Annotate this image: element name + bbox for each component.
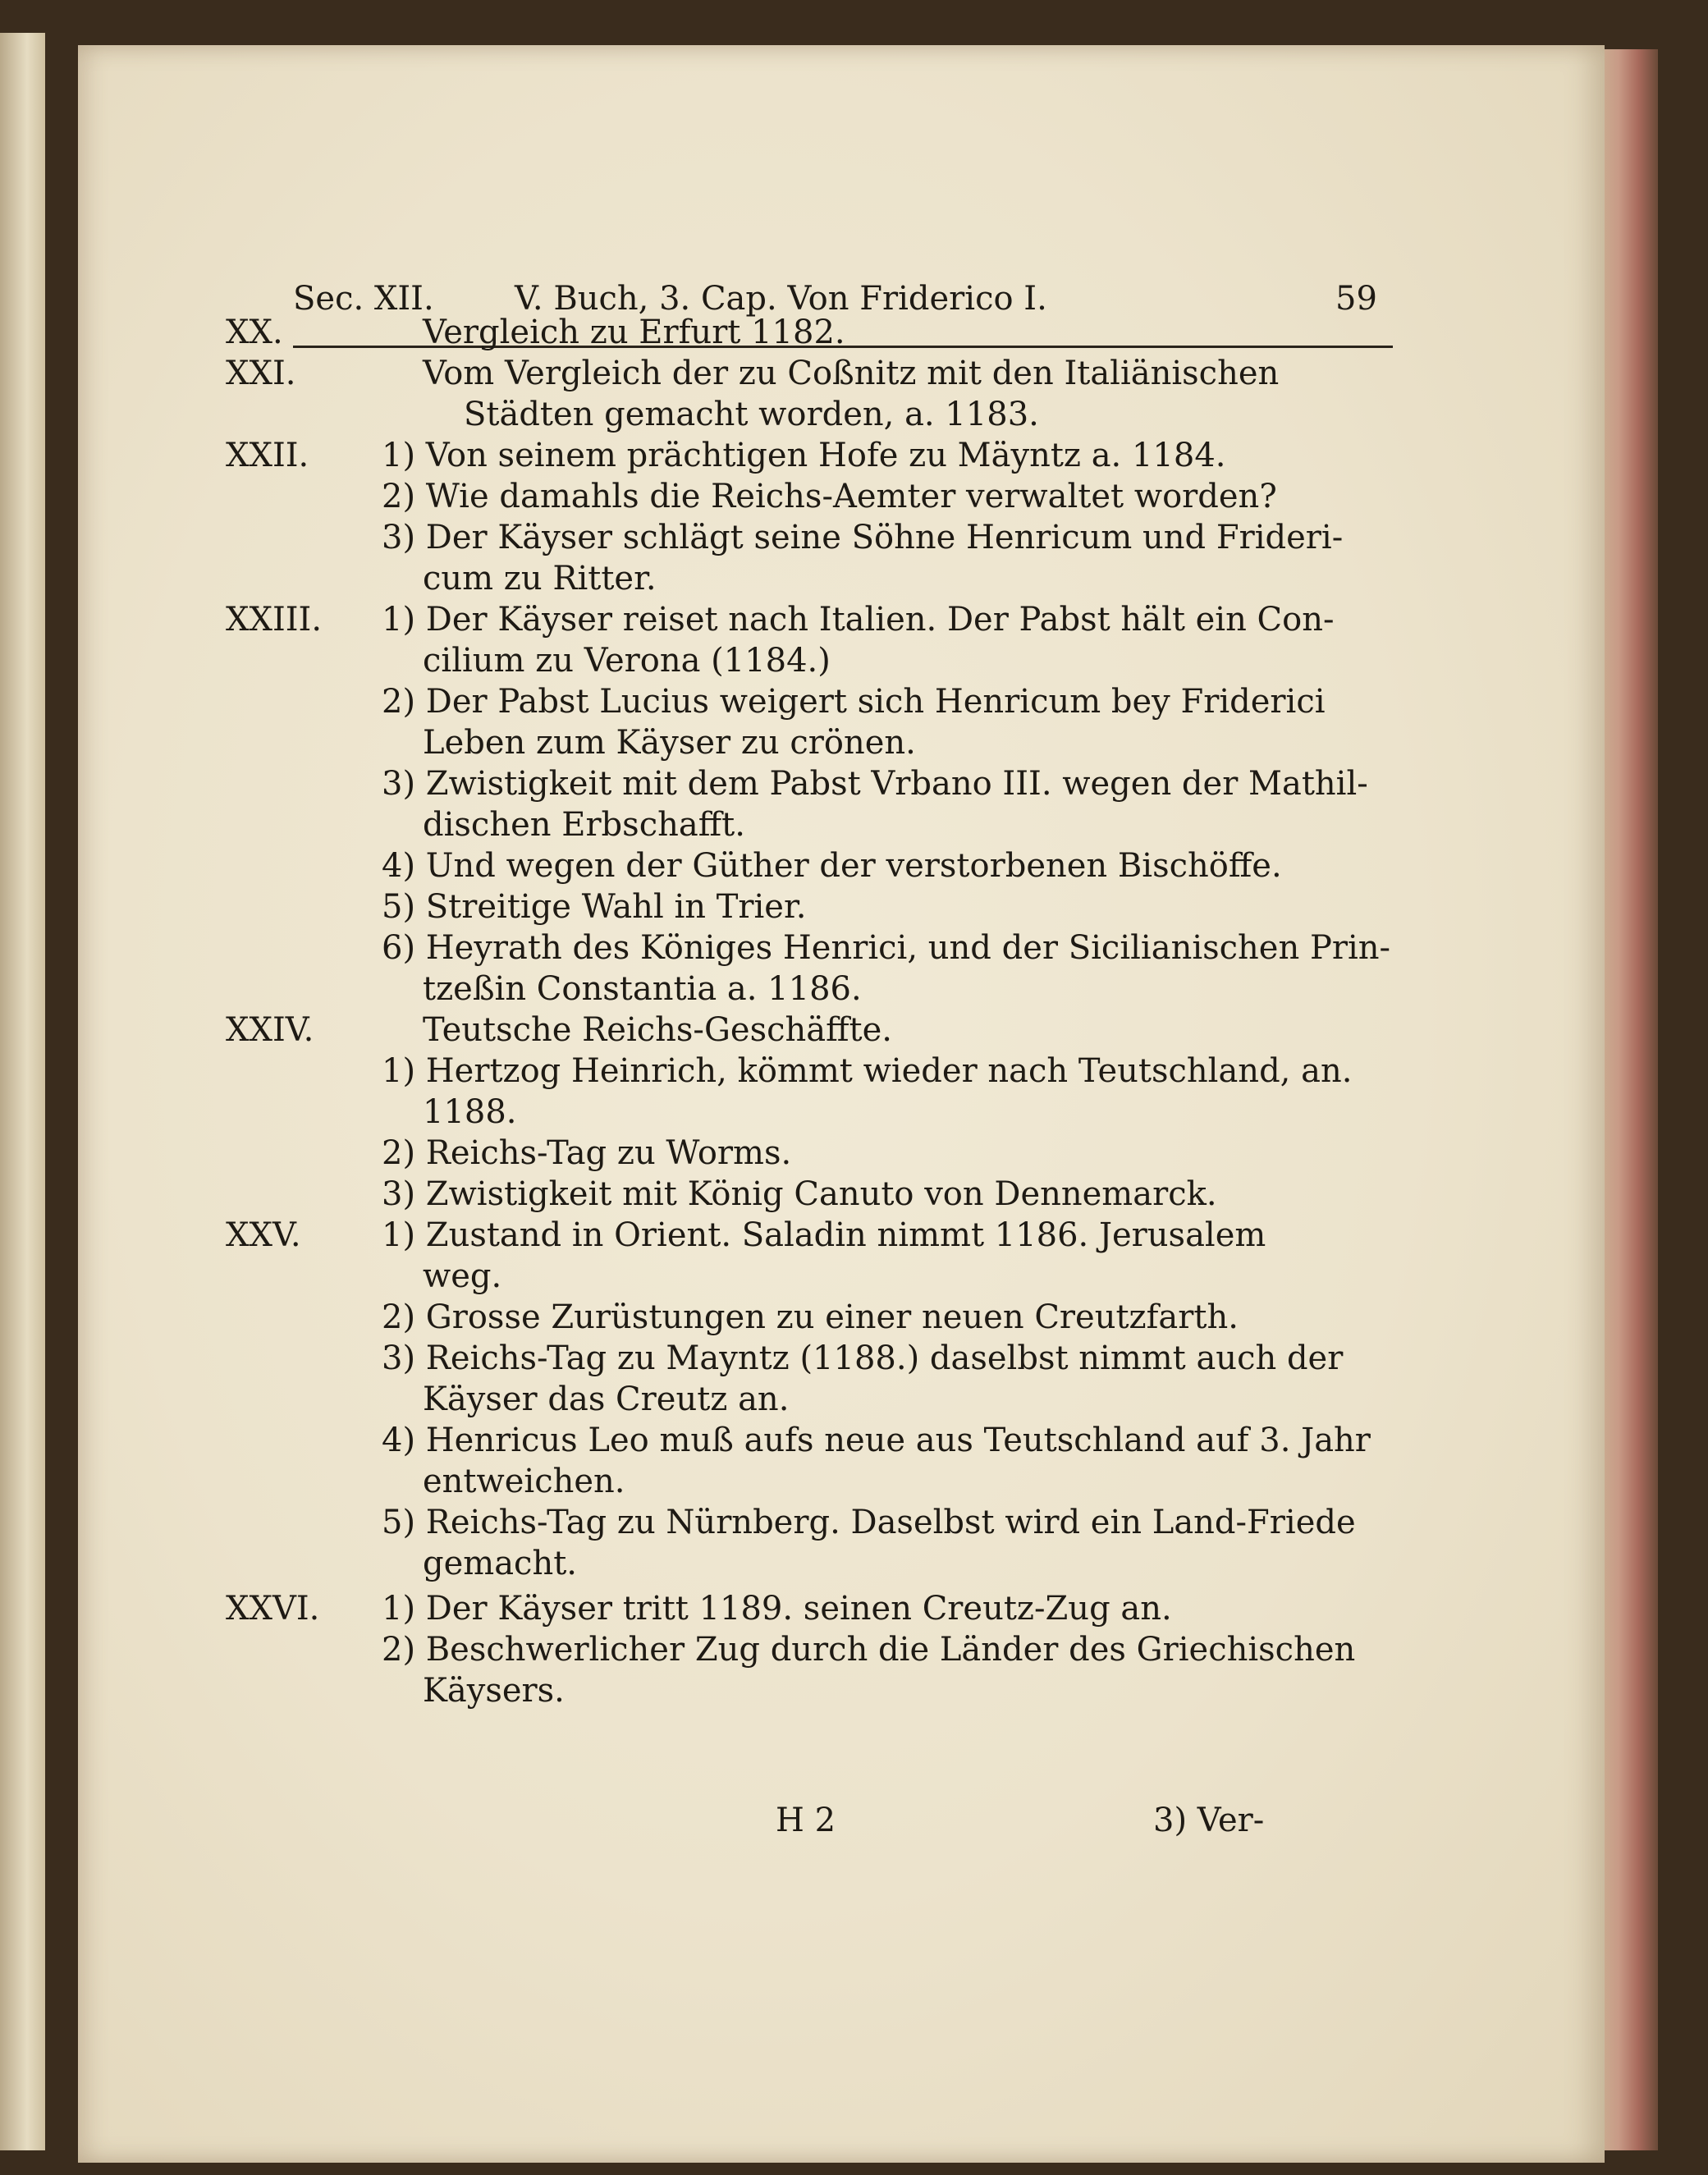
entry-line: 5) Streitige Wahl in Trier.	[382, 888, 807, 926]
header-section: Sec. XII.	[293, 280, 434, 318]
entry-line: gemacht.	[423, 1545, 578, 1582]
entry-number: XXII.	[226, 437, 309, 474]
entry-line: 1188.	[423, 1093, 517, 1131]
entry-line: Käysers.	[423, 1672, 565, 1710]
entry-line: weg.	[423, 1257, 502, 1295]
entry-line: 4) Henricus Leo muß aufs neue aus Teutschland auf 3. Jahr	[382, 1422, 1371, 1459]
entry-line: 2) Reichs-Tag zu Worms.	[382, 1134, 792, 1172]
entry-line: Vergleich zu Erfurt 1182.	[423, 314, 845, 351]
entry-line: 1) Zustand in Orient. Saladin nimmt 1186. Jerusalem	[382, 1216, 1266, 1254]
entry-number: XXVI.	[226, 1590, 320, 1628]
entry-number: XX.	[226, 314, 283, 351]
entry-line: 1) Der Käyser reiset nach Italien. Der Pabst hält ein Con-	[382, 601, 1335, 639]
entry-line: cilium zu Verona (1184.)	[423, 642, 831, 680]
entry-line: 2) Beschwerlicher Zug durch die Länder des Griechischen	[382, 1631, 1356, 1669]
entry-line: 2) Wie damahls die Reichs-Aemter verwaltet worden?	[382, 478, 1277, 515]
header-title: V. Buch, 3. Cap. Von Friderico I.	[515, 280, 1047, 318]
book-page	[78, 45, 1605, 2163]
entry-line: Vom Vergleich der zu Coßnitz mit den Italiänischen	[423, 355, 1280, 392]
entry-line: entweichen.	[423, 1463, 625, 1500]
entry-line: Käyser das Creutz an.	[423, 1381, 790, 1418]
entry-line: 1) Der Käyser tritt 1189. seinen Creutz-Zug an.	[382, 1590, 1172, 1628]
entry-line: Städten gemacht worden, a. 1183.	[464, 396, 1039, 433]
entry-line: 3) Der Käyser schlägt seine Söhne Henricum und Frideri-	[382, 519, 1344, 556]
entry-line: 2) Der Pabst Lucius weigert sich Henricum bey Friderici	[382, 683, 1326, 721]
entry-number: XXV.	[226, 1216, 301, 1254]
entry-line: Leben zum Käyser zu crönen.	[423, 724, 916, 762]
facing-page-edge	[0, 33, 45, 2150]
catchword: 3) Ver-	[1153, 1802, 1265, 1839]
signature-mark: H 2	[776, 1802, 836, 1839]
entry-line: Teutsche Reichs-Geschäffte.	[423, 1011, 892, 1049]
entry-line: 3) Zwistigkeit mit dem Pabst Vrbano III. wegen der Mathil-	[382, 765, 1368, 803]
entry-line: 3) Reichs-Tag zu Mayntz (1188.) daselbst nimmt auch der	[382, 1339, 1344, 1377]
entry-line: cum zu Ritter.	[423, 560, 657, 598]
entry-line: tzeßin Constantia a. 1186.	[423, 970, 862, 1008]
entry-number: XXIII.	[226, 601, 323, 639]
page-number: 59	[1335, 280, 1377, 318]
entry-line: 5) Reichs-Tag zu Nürnberg. Daselbst wird ein Land-Friede	[382, 1504, 1356, 1541]
entry-line: 2) Grosse Zurüstungen zu einer neuen Creutzfarth.	[382, 1298, 1239, 1336]
entry-line: 1) Von seinem prächtigen Hofe zu Mäyntz a. 1184.	[382, 437, 1226, 474]
entry-number: XXI.	[226, 355, 296, 392]
entry-line: dischen Erbschafft.	[423, 806, 745, 844]
entry-line: 4) Und wegen der Güther der verstorbenen Bischöffe.	[382, 847, 1282, 885]
entry-line: 3) Zwistigkeit mit König Canuto von Dennemarck.	[382, 1175, 1217, 1213]
entry-number: XXIV.	[226, 1011, 314, 1049]
entry-line: 6) Heyrath des Königes Henrici, und der Sicilianischen Prin-	[382, 929, 1391, 967]
entry-line: 1) Hertzog Heinrich, kömmt wieder nach Teutschland, an.	[382, 1052, 1353, 1090]
